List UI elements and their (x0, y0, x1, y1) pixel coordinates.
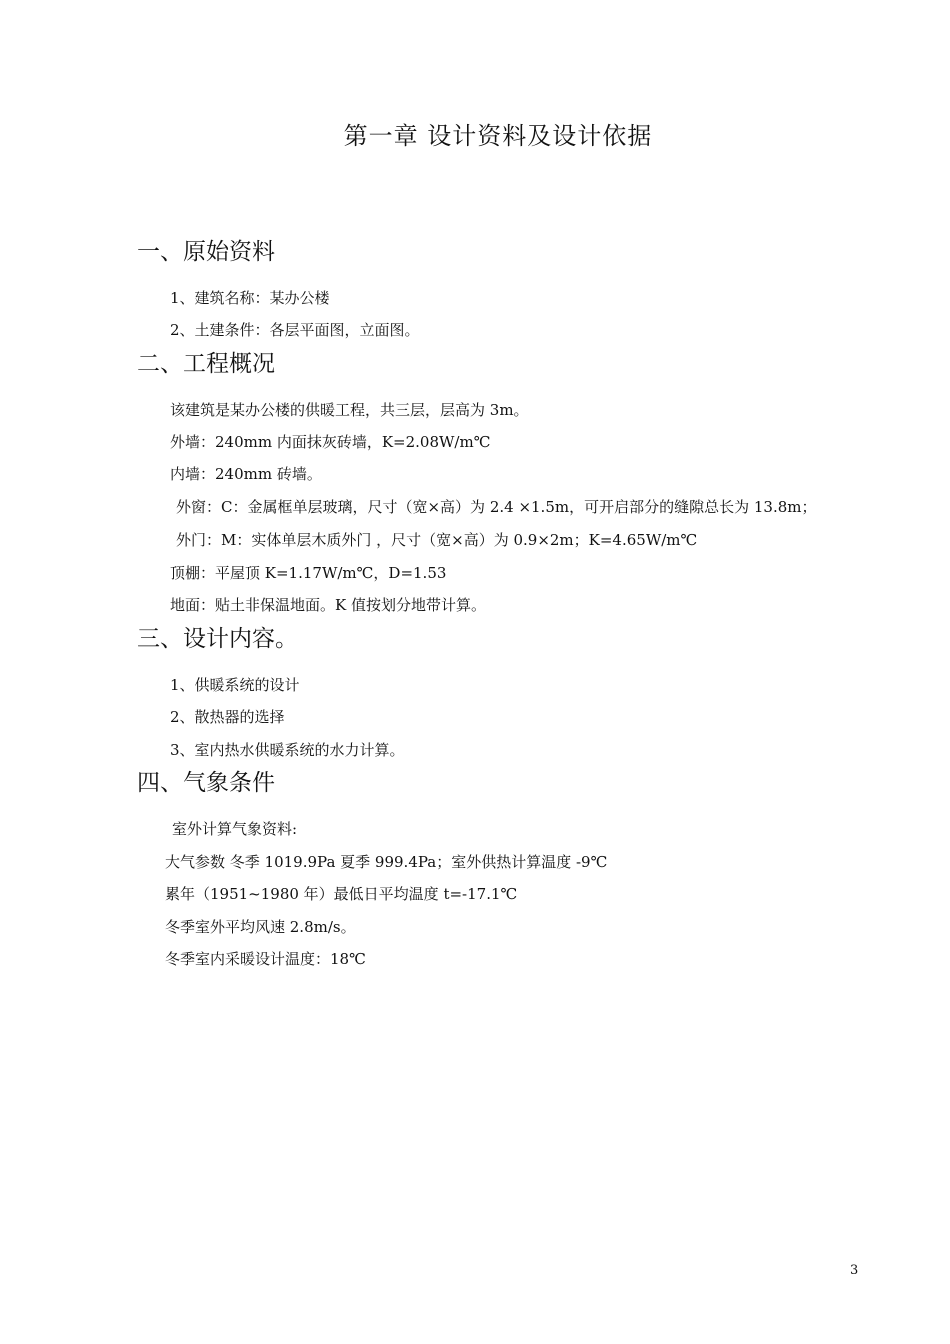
text-line: 3、室内热水供暖系统的水力计算。 (170, 741, 405, 759)
text-line: 累年（1951~1980 年）最低日平均温度 t=-17.1℃ (165, 885, 518, 903)
section-heading-original-materials: 一、原始资料 (137, 239, 275, 265)
page-number: 3 (850, 1263, 859, 1278)
section-heading-project-overview: 二、工程概况 (137, 351, 275, 377)
chapter-title: 第一章 设计资料及设计依据 (343, 122, 653, 150)
text-line: 内墙：240mm 砖墙。 (170, 465, 322, 483)
text-line: 1、建筑名称：某办公楼 (170, 289, 330, 307)
text-line: 该建筑是某办公楼的供暖工程，共三层，层高为 3m。 (170, 401, 529, 419)
text-line: 2、土建条件：各层平面图，立面图。 (170, 321, 420, 339)
section-heading-design-content: 三、设计内容。 (137, 626, 298, 652)
text-line: 冬季室内采暖设计温度：18℃ (165, 950, 366, 968)
text-line: 外墙：240mm 内面抹灰砖墙，K=2.08W/m℃ (170, 433, 491, 451)
text-line: 2、散热器的选择 (170, 708, 285, 726)
text-line: 地面：贴土非保温地面。K 值按划分地带计算。 (170, 596, 486, 614)
text-line: 冬季室外平均风速 2.8m/s。 (165, 918, 356, 936)
text-line: 外窗：C：金属框单层玻璃，尺寸（宽×高）为 2.4 ×1.5m，可开启部分的缝隙总长为 13.8m； (176, 498, 817, 516)
section-heading-meteorological-conditions: 四、气象条件 (137, 770, 275, 796)
text-line: 室外计算气象资料: (172, 820, 298, 838)
text-line: 顶棚：平屋顶 K=1.17W/m℃，D=1.53 (170, 564, 447, 582)
text-line: 大气参数 冬季 1019.9Pa 夏季 999.4Pa；室外供热计算温度 -9℃ (165, 853, 608, 871)
text-line: 1、供暖系统的设计 (170, 676, 300, 694)
text-line: 外门：M：实体单层木质外门 ，尺寸（宽×高）为 0.9×2m；K=4.65W/m℃ (176, 531, 698, 549)
